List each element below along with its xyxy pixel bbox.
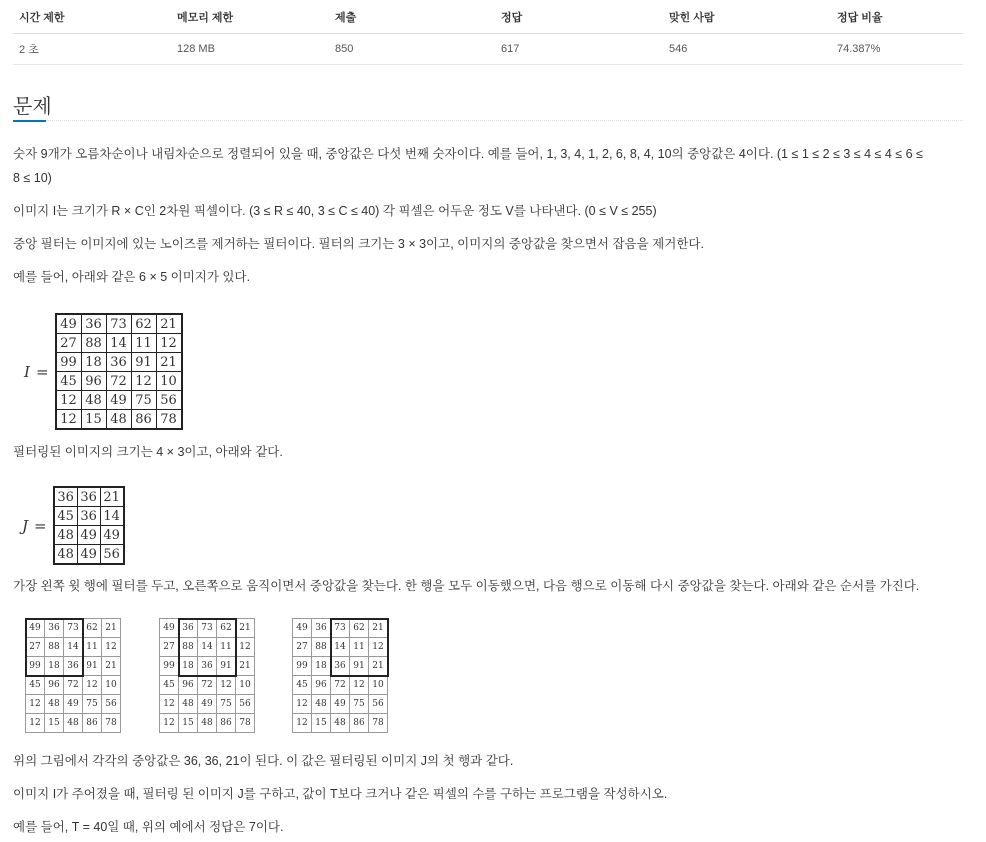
value-submissions: 850 [329,34,495,65]
filter-step-grid [25,618,121,733]
filter-step-cell: 36 [312,619,331,638]
section-divider [13,120,963,121]
filter-step-figure-1 [25,618,121,733]
filter-step-cell: 49 [198,695,217,714]
filter-step-row [160,657,255,676]
matrix-I-cell: 36 [81,314,106,334]
filter-step-cell: 73 [198,619,217,638]
matrix-I-row [56,410,182,430]
paragraph-answer-example: 예를 들어, T = 40일 때, 위의 예에서 정답은 7이다. [13,820,284,834]
filter-step-cell: 18 [45,657,64,676]
filter-step-cell: 86 [83,714,102,733]
matrix-I-cell: 36 [106,353,131,372]
matrix-I-row [56,353,182,372]
header-accepted: 정답 [495,0,663,34]
filter-step-cell: 12 [350,676,369,695]
filter-step-cell: 62 [350,619,369,638]
matrix-I-cell: 72 [106,372,131,391]
filter-step-cell: 14 [64,638,83,657]
matrix-I-cell: 99 [56,353,82,372]
filter-step-cell: 48 [64,714,83,733]
filter-step-cell: 99 [160,657,179,676]
stats-value-row [13,34,963,65]
filter-step-cell: 75 [83,695,102,714]
filter-step-cell: 21 [236,619,255,638]
filter-step-cell: 91 [350,657,369,676]
matrix-I-cell: 56 [156,391,182,410]
value-time-limit: 2 초 [13,34,171,65]
filter-step-cell: 49 [26,619,45,638]
header-accept-ratio: 정답 비율 [831,0,963,34]
header-time-limit: 시간 제한 [13,0,171,34]
matrix-I-row [56,334,182,353]
filter-step-cell: 96 [312,676,331,695]
value-accepted: 617 [495,34,663,65]
matrix-J-row [54,545,124,565]
matrix-I-cell: 12 [56,391,82,410]
filter-step-cell: 21 [102,619,121,638]
matrix-I-cell: 75 [131,391,156,410]
filter-step-cell: 91 [217,657,236,676]
matrix-J-cell: 48 [54,526,78,545]
section-title: 문제 [13,96,52,118]
matrix-J [53,486,125,565]
filter-step-cell: 36 [331,657,350,676]
filter-step-cell: 10 [102,676,121,695]
filter-step-cell: 45 [26,676,45,695]
matrix-I-cell: 18 [81,353,106,372]
filter-step-cell: 49 [160,619,179,638]
filter-step-cell: 88 [312,638,331,657]
filter-step-cell: 49 [293,619,312,638]
matrix-J-row [54,507,124,526]
matrix-I-cell: 49 [56,314,82,334]
filter-step-cell: 15 [312,714,331,733]
matrix-I-cell: 11 [131,334,156,353]
filter-step-cell: 11 [83,638,102,657]
filter-step-cell: 36 [198,657,217,676]
filter-step-row [26,638,121,657]
matrix-J-row [54,526,124,545]
matrix-J-equation [22,486,125,565]
matrix-I-equation [24,313,183,430]
filter-step-cell: 78 [369,714,388,733]
filter-step-cell: 21 [102,657,121,676]
matrix-I-row [56,314,182,334]
filter-step-cell: 78 [236,714,255,733]
filter-step-cell: 56 [369,695,388,714]
matrix-J-cell: 45 [54,507,78,526]
filter-step-cell: 11 [350,638,369,657]
paragraph-median-definition: 숫자 9개가 오름차순이나 내림차순으로 정렬되어 있을 때, 중앙값은 다섯 번째 숫자이다. 예를 들어, 1, 3, 4, 1, 2, 6, 8, 4, 10의 중앙값은 4이다. (1 ≤ 1 ≤ 2 ≤ 3 ≤ 4 ≤ 4 ≤ 6 ≤ [13,147,923,161]
filter-step-cell: 36 [64,657,83,676]
filter-step-cell: 12 [102,638,121,657]
matrix-I-cell: 21 [156,314,182,334]
filter-step-cell: 72 [331,676,350,695]
filter-step-cell: 49 [64,695,83,714]
filter-step-cell: 12 [26,714,45,733]
matrix-I-cell: 88 [81,334,106,353]
matrix-I-cell: 48 [81,391,106,410]
filter-step-cell: 49 [331,695,350,714]
matrix-J-cell: 36 [77,507,100,526]
filter-step-cell: 73 [331,619,350,638]
filter-step-cell: 36 [45,619,64,638]
header-memory-limit: 메모리 제한 [171,0,329,34]
matrix-I-cell: 27 [56,334,82,353]
header-solved-users: 맞힌 사람 [663,0,831,34]
matrix-I [55,313,183,430]
filter-step-cell: 10 [369,676,388,695]
section-title-underline [13,120,46,122]
filter-step-cell: 21 [369,619,388,638]
paragraph-median-definition-cont: 8 ≤ 10) [13,171,52,185]
filter-step-cell: 62 [83,619,102,638]
filter-step-cell: 12 [26,695,45,714]
filter-step-row [26,657,121,676]
filter-step-row [160,695,255,714]
filter-step-row [26,714,121,733]
filter-step-cell: 21 [236,657,255,676]
filter-step-cell: 12 [236,638,255,657]
header-submissions: 제출 [329,0,495,34]
filter-step-cell: 73 [64,619,83,638]
filter-step-cell: 75 [350,695,369,714]
matrix-J-cell: 49 [77,545,100,565]
filter-step-cell: 11 [217,638,236,657]
filter-step-row [26,619,121,638]
paragraph-filter-definition: 중앙 필터는 이미지에 있는 노이즈를 제거하는 필터이다. 필터의 크기는 3 × 3이고, 이미지의 중앙값을 찾으면서 잡음을 제거한다. [13,237,704,251]
filter-step-row [293,676,388,695]
filter-step-row [26,676,121,695]
filter-step-cell: 12 [217,676,236,695]
value-memory-limit: 128 MB [171,34,329,65]
filter-step-cell: 21 [369,657,388,676]
filter-step-cell: 48 [198,714,217,733]
filter-step-cell: 12 [83,676,102,695]
filter-step-cell: 91 [83,657,102,676]
matrix-I-cell: 62 [131,314,156,334]
matrix-J-cell: 49 [100,526,124,545]
filter-step-cell: 12 [293,714,312,733]
filter-step-cell: 99 [26,657,45,676]
filter-step-cell: 48 [331,714,350,733]
filter-step-row [26,695,121,714]
matrix-I-cell: 12 [156,334,182,353]
filter-step-row [293,619,388,638]
filter-step-cell: 14 [331,638,350,657]
matrix-I-equals: = [35,362,49,381]
filter-step-row [293,714,388,733]
stats-header-row [13,0,963,34]
matrix-I-cell: 15 [81,410,106,430]
matrix-I-label: I [24,362,30,381]
matrix-I-cell: 14 [106,334,131,353]
filter-step-cell: 10 [236,676,255,695]
filter-step-cell: 15 [179,714,198,733]
filter-step-cell: 45 [293,676,312,695]
filter-step-cell: 96 [179,676,198,695]
matrix-I-cell: 96 [81,372,106,391]
paragraph-image-definition: 이미지 I는 크기가 R × C인 2차원 픽셀이다. (3 ≤ R ≤ 40, 3 ≤ C ≤ 40) 각 픽셀은 어두운 정도 V를 나타낸다. (0 ≤ V ≤ 255) [13,204,657,218]
filter-step-cell: 18 [312,657,331,676]
filter-step-cell: 48 [312,695,331,714]
problem-stats-table [13,0,963,65]
filter-step-row [160,638,255,657]
filter-step-cell: 12 [160,695,179,714]
matrix-I-cell: 45 [56,372,82,391]
filter-step-cell: 62 [217,619,236,638]
filter-step-cell: 12 [369,638,388,657]
filter-step-cell: 27 [293,638,312,657]
matrix-J-cell: 56 [100,545,124,565]
filter-step-cell: 27 [26,638,45,657]
filter-step-cell: 88 [45,638,64,657]
filter-step-row [160,676,255,695]
matrix-I-cell: 10 [156,372,182,391]
filter-step-figure-3 [292,618,388,733]
filter-step-cell: 45 [160,676,179,695]
paragraph-example-intro: 예를 들어, 아래와 같은 6 × 5 이미지가 있다. [13,270,251,284]
matrix-I-cell: 91 [131,353,156,372]
filter-step-cell: 36 [179,619,198,638]
filter-step-cell: 48 [179,695,198,714]
filter-step-cell: 75 [217,695,236,714]
filter-step-cell: 12 [160,714,179,733]
matrix-J-cell: 36 [77,487,100,507]
paragraph-filter-order: 가장 왼쪽 윗 행에 필터를 두고, 오른쪽으로 움직이면서 중앙값을 찾는다. 한 행을 모두 이동했으면, 다음 행으로 이동해 다시 중앙값을 찾는다. 아래와 같은 순서를 가진다. [13,579,920,593]
filter-step-row [293,695,388,714]
matrix-I-row [56,391,182,410]
filter-step-cell: 14 [198,638,217,657]
filter-step-cell: 48 [45,695,64,714]
filter-step-cell: 27 [160,638,179,657]
matrix-I-cell: 12 [131,372,156,391]
filter-step-cell: 12 [293,695,312,714]
filter-step-grid [159,618,255,733]
matrix-J-row [54,487,124,507]
matrix-J-cell: 49 [77,526,100,545]
filter-step-row [160,714,255,733]
matrix-J-cell: 48 [54,545,78,565]
filter-step-cell: 86 [350,714,369,733]
matrix-J-cell: 36 [54,487,78,507]
filter-step-cell: 88 [179,638,198,657]
matrix-I-cell: 12 [56,410,82,430]
matrix-I-cell: 48 [106,410,131,430]
filter-step-cell: 15 [45,714,64,733]
matrix-I-cell: 21 [156,353,182,372]
matrix-I-cell: 86 [131,410,156,430]
filter-step-grid [292,618,388,733]
paragraph-task: 이미지 I가 주어졌을 때, 필터링 된 이미지 J를 구하고, 값이 T보다 크거나 같은 픽셀의 수를 구하는 프로그램을 작성하시오. [13,787,668,801]
matrix-I-cell: 49 [106,391,131,410]
matrix-I-row [56,372,182,391]
matrix-I-cell: 78 [156,410,182,430]
paragraph-filtered-size: 필터링된 이미지의 크기는 4 × 3이고, 아래와 같다. [13,445,283,459]
filter-step-cell: 72 [198,676,217,695]
value-accept-ratio: 74.387% [831,34,963,65]
filter-step-cell: 56 [102,695,121,714]
filter-step-row [293,638,388,657]
matrix-J-cell: 14 [100,507,124,526]
filter-step-cell: 99 [293,657,312,676]
filter-step-row [293,657,388,676]
matrix-J-cell: 21 [100,487,124,507]
paragraph-first-row-medians: 위의 그림에서 각각의 중앙값은 36, 36, 21이 된다. 이 값은 필터링된 이미지 J의 첫 행과 같다. [13,754,514,768]
filter-step-cell: 86 [217,714,236,733]
filter-step-figure-2 [159,618,255,733]
filter-step-cell: 18 [179,657,198,676]
filter-step-cell: 96 [45,676,64,695]
matrix-J-label: J [22,516,29,535]
filter-step-cell: 78 [102,714,121,733]
matrix-J-equals: = [34,516,47,535]
filter-step-cell: 56 [236,695,255,714]
filter-step-cell: 72 [64,676,83,695]
filter-step-row [160,619,255,638]
value-solved-users: 546 [663,34,831,65]
matrix-I-cell: 73 [106,314,131,334]
